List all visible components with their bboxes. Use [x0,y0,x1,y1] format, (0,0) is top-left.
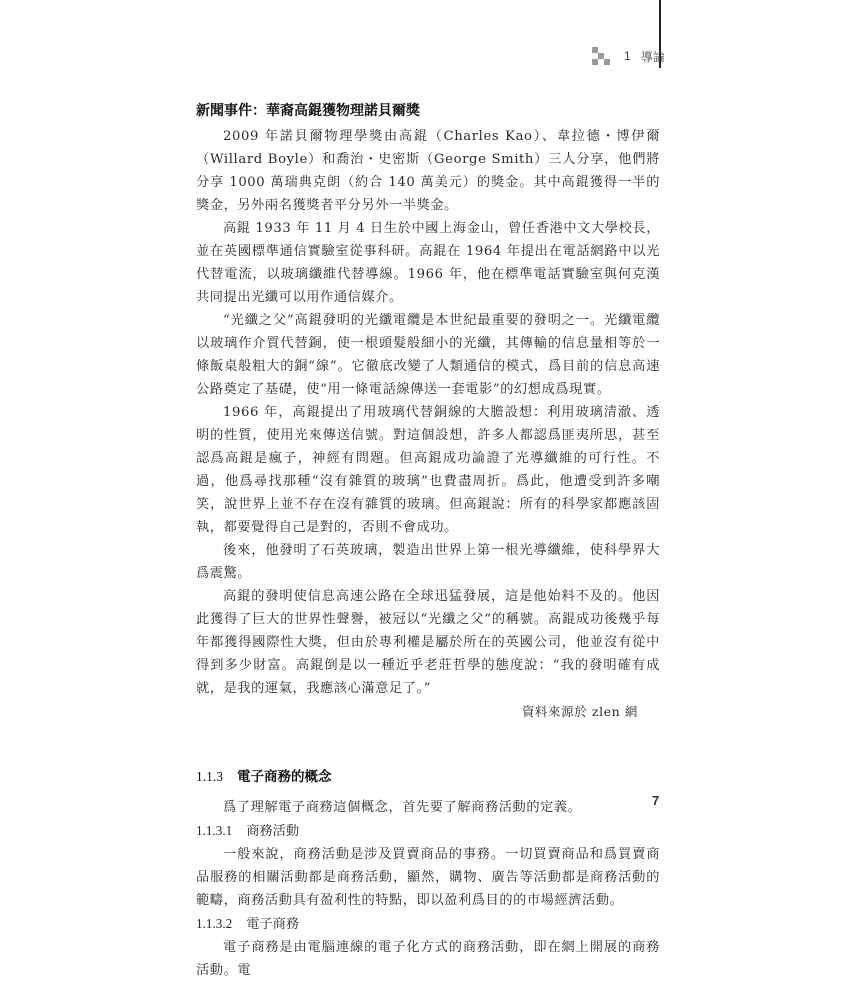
section-intro: 爲了理解電子商務這個概念，首先要了解商務活動的定義。 [223,800,582,815]
subsection-heading [196,819,660,843]
subsection-title: 商務活動 [246,824,300,839]
subsection-heading [196,912,660,936]
news-paragraph: 1966 年，高錕提出了用玻璃代替銅線的大膽設想：利用玻璃清澈、透明的性質，使用光來傳送信號。對這個設想，許多人都認爲匪夷所思，甚至認爲高錕是瘋子，神經有問題。但高錕成功論證了光導纖維的可行性。不過，他爲尋找那種“沒有雜質的玻璃”也費盡周折。爲此，他遭受到許多嘲笑，說世界上並不存在沒有雜質的玻璃。但高錕說：所有的科學家都應該固執，都要覺得自己是對的，否則不會成功。 [196,405,660,535]
subsection-text: 一般來說，商務活動是涉及買賣商品的事務。一切買賣商品和爲買賣商品服務的相關活動都是商務活動，顯然，購物、廣告等活動都是商務活動的範疇，商務活動具有盈利性的特點，即以盈利爲目的的市場經濟活動。 [196,847,660,908]
section-heading [196,765,660,789]
news-paragraph: 高錕 1933 年 11 月 4 日生於中國上海金山，曾任香港中文大學校長，並在英國標準通信實驗室從事科研。高錕在 1964 年提出在電話網路中以光代替電流，以玻璃纖維代替導線。1966 年，他在標準電話實驗室與何克漢共同提出光纖可以用作通信媒介。 [196,221,660,305]
subsection-number: 1.1.3.2 [196,916,233,931]
news-box-title: 新聞事件：華裔高錕獲物理諾貝爾獎 [196,103,420,119]
news-paragraph: 2009 年諾貝爾物理學獎由高錕（Charles Kao）、韋拉德・博伊爾（Willard Boyle）和喬治・史密斯（George Smith）三人分享，他們將分享 1000 萬瑞典克朗（約合 140 萬美元）的獎金。其中高錕獲得一半的獎金，另外兩名獲獎者平分另外一半獎金。 [196,129,660,213]
news-source: 資料來源於 zlen 網 [521,704,638,719]
page-number: 7 [652,793,660,808]
section-number: 1.1.3 [196,769,223,784]
subsection-number: 1.1.3.1 [196,823,233,838]
section-title: 電子商務的概念 [237,769,332,785]
running-head [592,46,665,66]
subsection-title: 電子商務 [246,917,300,932]
subsection-text: 電子商務是由電腦連線的電子化方式的商務活動，即在網上開展的商務活動。電 [196,940,660,978]
news-paragraph: “光纖之父”高錕發明的光纖電纜是本世紀最重要的發明之一。光纖電纜以玻璃作介質代替銅，使一根頭髮般細小的光纖，其傳輸的信息量相等於一條飯桌般粗大的銅“線”。它徹底改變了人類通信的模式，爲目前的信息高速公路奠定了基礎，使“用一條電話線傳送一套電影”的幻想成爲現實。 [196,313,660,397]
news-paragraph: 後來，他發明了石英玻璃，製造出世界上第一根光導纖維，使科學界大爲震驚。 [196,543,660,581]
checker-ornament-icon [592,47,610,65]
chapter-number: 1 [624,49,631,63]
chapter-title: 導論 [640,49,665,64]
news-paragraph: 高錕的發明使信息高速公路在全球迅猛發展，這是他始料不及的。他因此獲得了巨大的世界性聲譽，被冠以“光纖之父”的稱號。高錕成功後幾乎每年都獲得國際性大獎，但由於專利權是屬於所在的英國公司，他並沒有從中得到多少財富。高錕倒是以一種近乎老莊哲學的態度說：“我的發明確有成就，是我的運氣，我應該心滿意足了。” [196,589,660,696]
